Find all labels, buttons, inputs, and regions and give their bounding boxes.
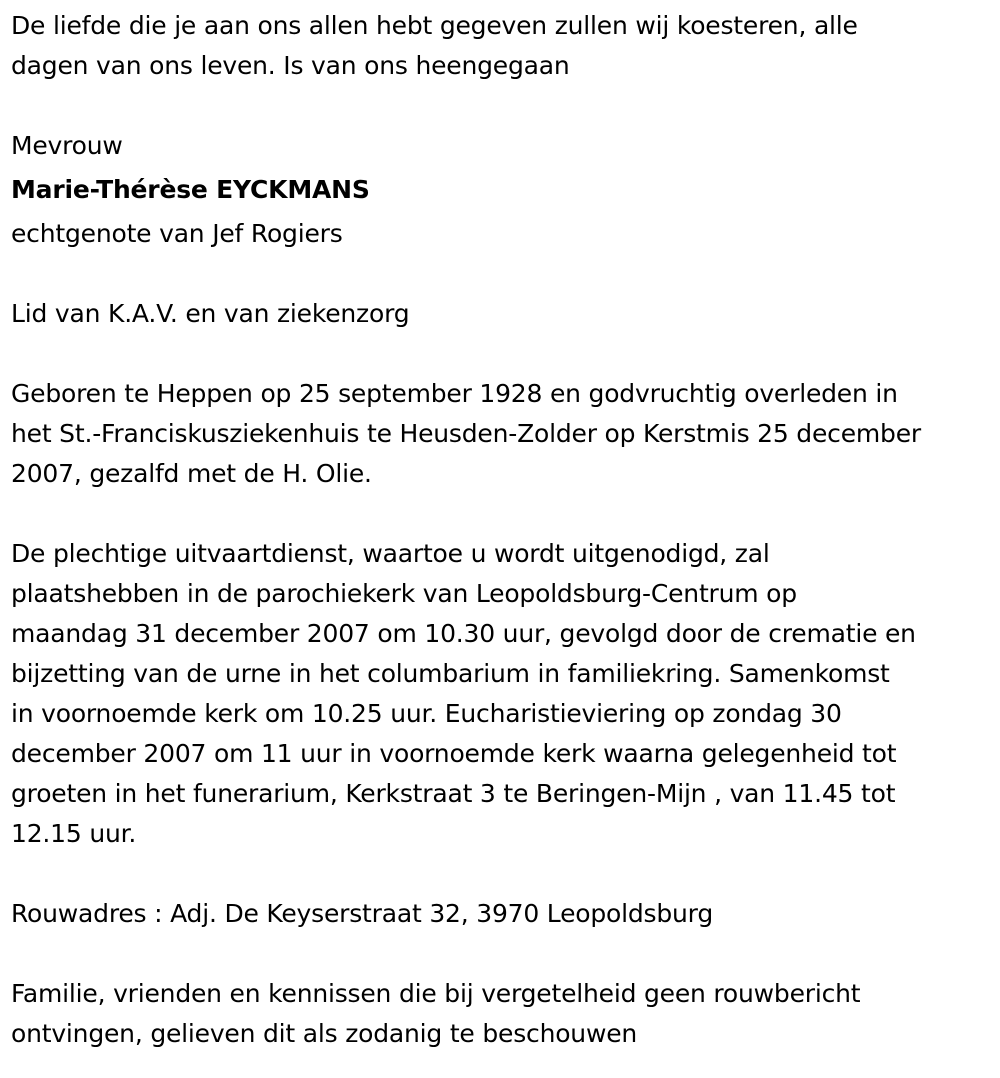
spacer <box>11 254 996 294</box>
funeral-line-1: De plechtige uitvaartdienst, waartoe u wordt uitgenodigd, zal <box>11 539 770 568</box>
intro-line-1: De liefde die je aan ons allen hebt gegeven zullen wij koesteren, alle <box>11 11 858 40</box>
mourning-address: Rouwadres : Adj. De Keyserstraat 32, 3970 Leopoldsburg <box>11 899 713 928</box>
funeral-line-4: bijzetting van de urne in het columbarium in familiekring. Samenkomst <box>11 659 890 688</box>
closing-line-2: ontvingen, gelieven dit als zodanig te beschouwen <box>11 1019 638 1048</box>
funeral-line-3: maandag 31 december 2007 om 10.30 uur, gevolgd door de crematie en <box>11 619 916 648</box>
funeral-line-5: in voornoemde kerk om 10.25 uur. Eucharistieviering op zondag 30 <box>11 699 842 728</box>
funeral-line-7: groeten in het funerarium, Kerkstraat 3 te Beringen-Mijn , van 11.45 tot <box>11 779 896 808</box>
intro-line-2: dagen van ons leven. Is van ons heengegaan <box>11 51 570 80</box>
spacer <box>11 334 996 374</box>
membership-line: Lid van K.A.V. en van ziekenzorg <box>11 299 410 328</box>
obituary-text <box>11 6 996 1054</box>
birth-death-line-2: het St.-Franciskusziekenhuis te Heusden-Zolder op Kerstmis 25 december <box>11 419 921 448</box>
deceased-name: Marie-Thérèse EYCKMANS <box>11 175 370 204</box>
funeral-line-2: plaatshebben in de parochiekerk van Leopoldsburg-Centrum op <box>11 579 797 608</box>
spouse-line: echtgenote van Jef Rogiers <box>11 219 343 248</box>
spacer <box>11 494 996 534</box>
closing-line-1: Familie, vrienden en kennissen die bij vergetelheid geen rouwbericht <box>11 979 861 1008</box>
birth-death-line-1: Geboren te Heppen op 25 september 1928 en godvruchtig overleden in <box>11 379 898 408</box>
birth-death-line-3: 2007, gezalfd met de H. Olie. <box>11 459 372 488</box>
spacer <box>11 854 996 894</box>
spacer <box>11 934 996 974</box>
funeral-line-8: 12.15 uur. <box>11 819 137 848</box>
honorific: Mevrouw <box>11 131 123 160</box>
spacer <box>11 86 996 126</box>
funeral-line-6: december 2007 om 11 uur in voornoemde kerk waarna gelegenheid tot <box>11 739 897 768</box>
